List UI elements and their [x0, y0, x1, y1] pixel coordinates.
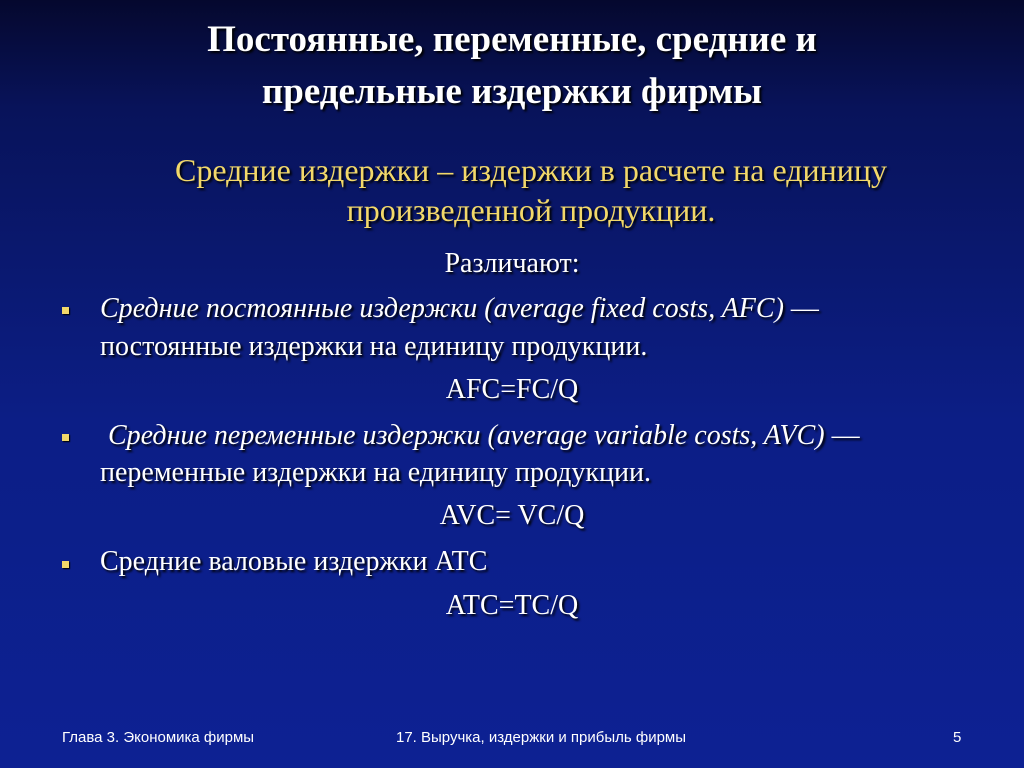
bullet-1-line-1 — [100, 292, 819, 326]
bullet-marker-3 — [62, 561, 69, 568]
bullet-1-italic-term: Средние постоянные издержки (average fixed costs, AFC) — [100, 293, 784, 324]
formula-avc: AVC= VC/Q — [439, 500, 585, 531]
distinguish-label: Различают: — [444, 248, 580, 279]
definition-text — [86, 150, 976, 230]
bullet-1-dash: — — [783, 293, 819, 324]
bullet-2-line-2: переменные издержки на единицу продукции. — [100, 457, 651, 488]
slide-title-line-1: Постоянные, переменные, средние и — [207, 19, 817, 60]
bullet-1-line-2: постоянные издержки на единицу продукции. — [100, 331, 648, 362]
bullet-marker-1 — [62, 307, 69, 314]
bullet-2-line-1 — [108, 419, 860, 453]
definition-line-2: произведенной продукции. — [346, 192, 716, 228]
slide-title — [40, 14, 984, 118]
bullet-2-italic-term: Средние переменные издержки (average variable costs, AVC) — [108, 420, 825, 451]
formula-atc: ATC=TC/Q — [445, 590, 579, 621]
formula-afc: AFC=FC/Q — [445, 374, 579, 405]
bullet-marker-2 — [62, 434, 69, 441]
footer-chapter: Глава 3. Экономика фирмы — [62, 729, 255, 746]
bullet-2-dash: — — [824, 420, 860, 451]
bullet-3-line-1: Средние валовые издержки ATC — [100, 546, 488, 577]
page-number: 5 — [953, 729, 962, 746]
definition-line-1: Средние издержки – издержки в расчете на единицу — [174, 152, 887, 188]
slide-title-line-2: предельные издержки фирмы — [261, 71, 763, 112]
footer-topic: 17. Выручка, издержки и прибыль фирмы — [396, 729, 687, 746]
